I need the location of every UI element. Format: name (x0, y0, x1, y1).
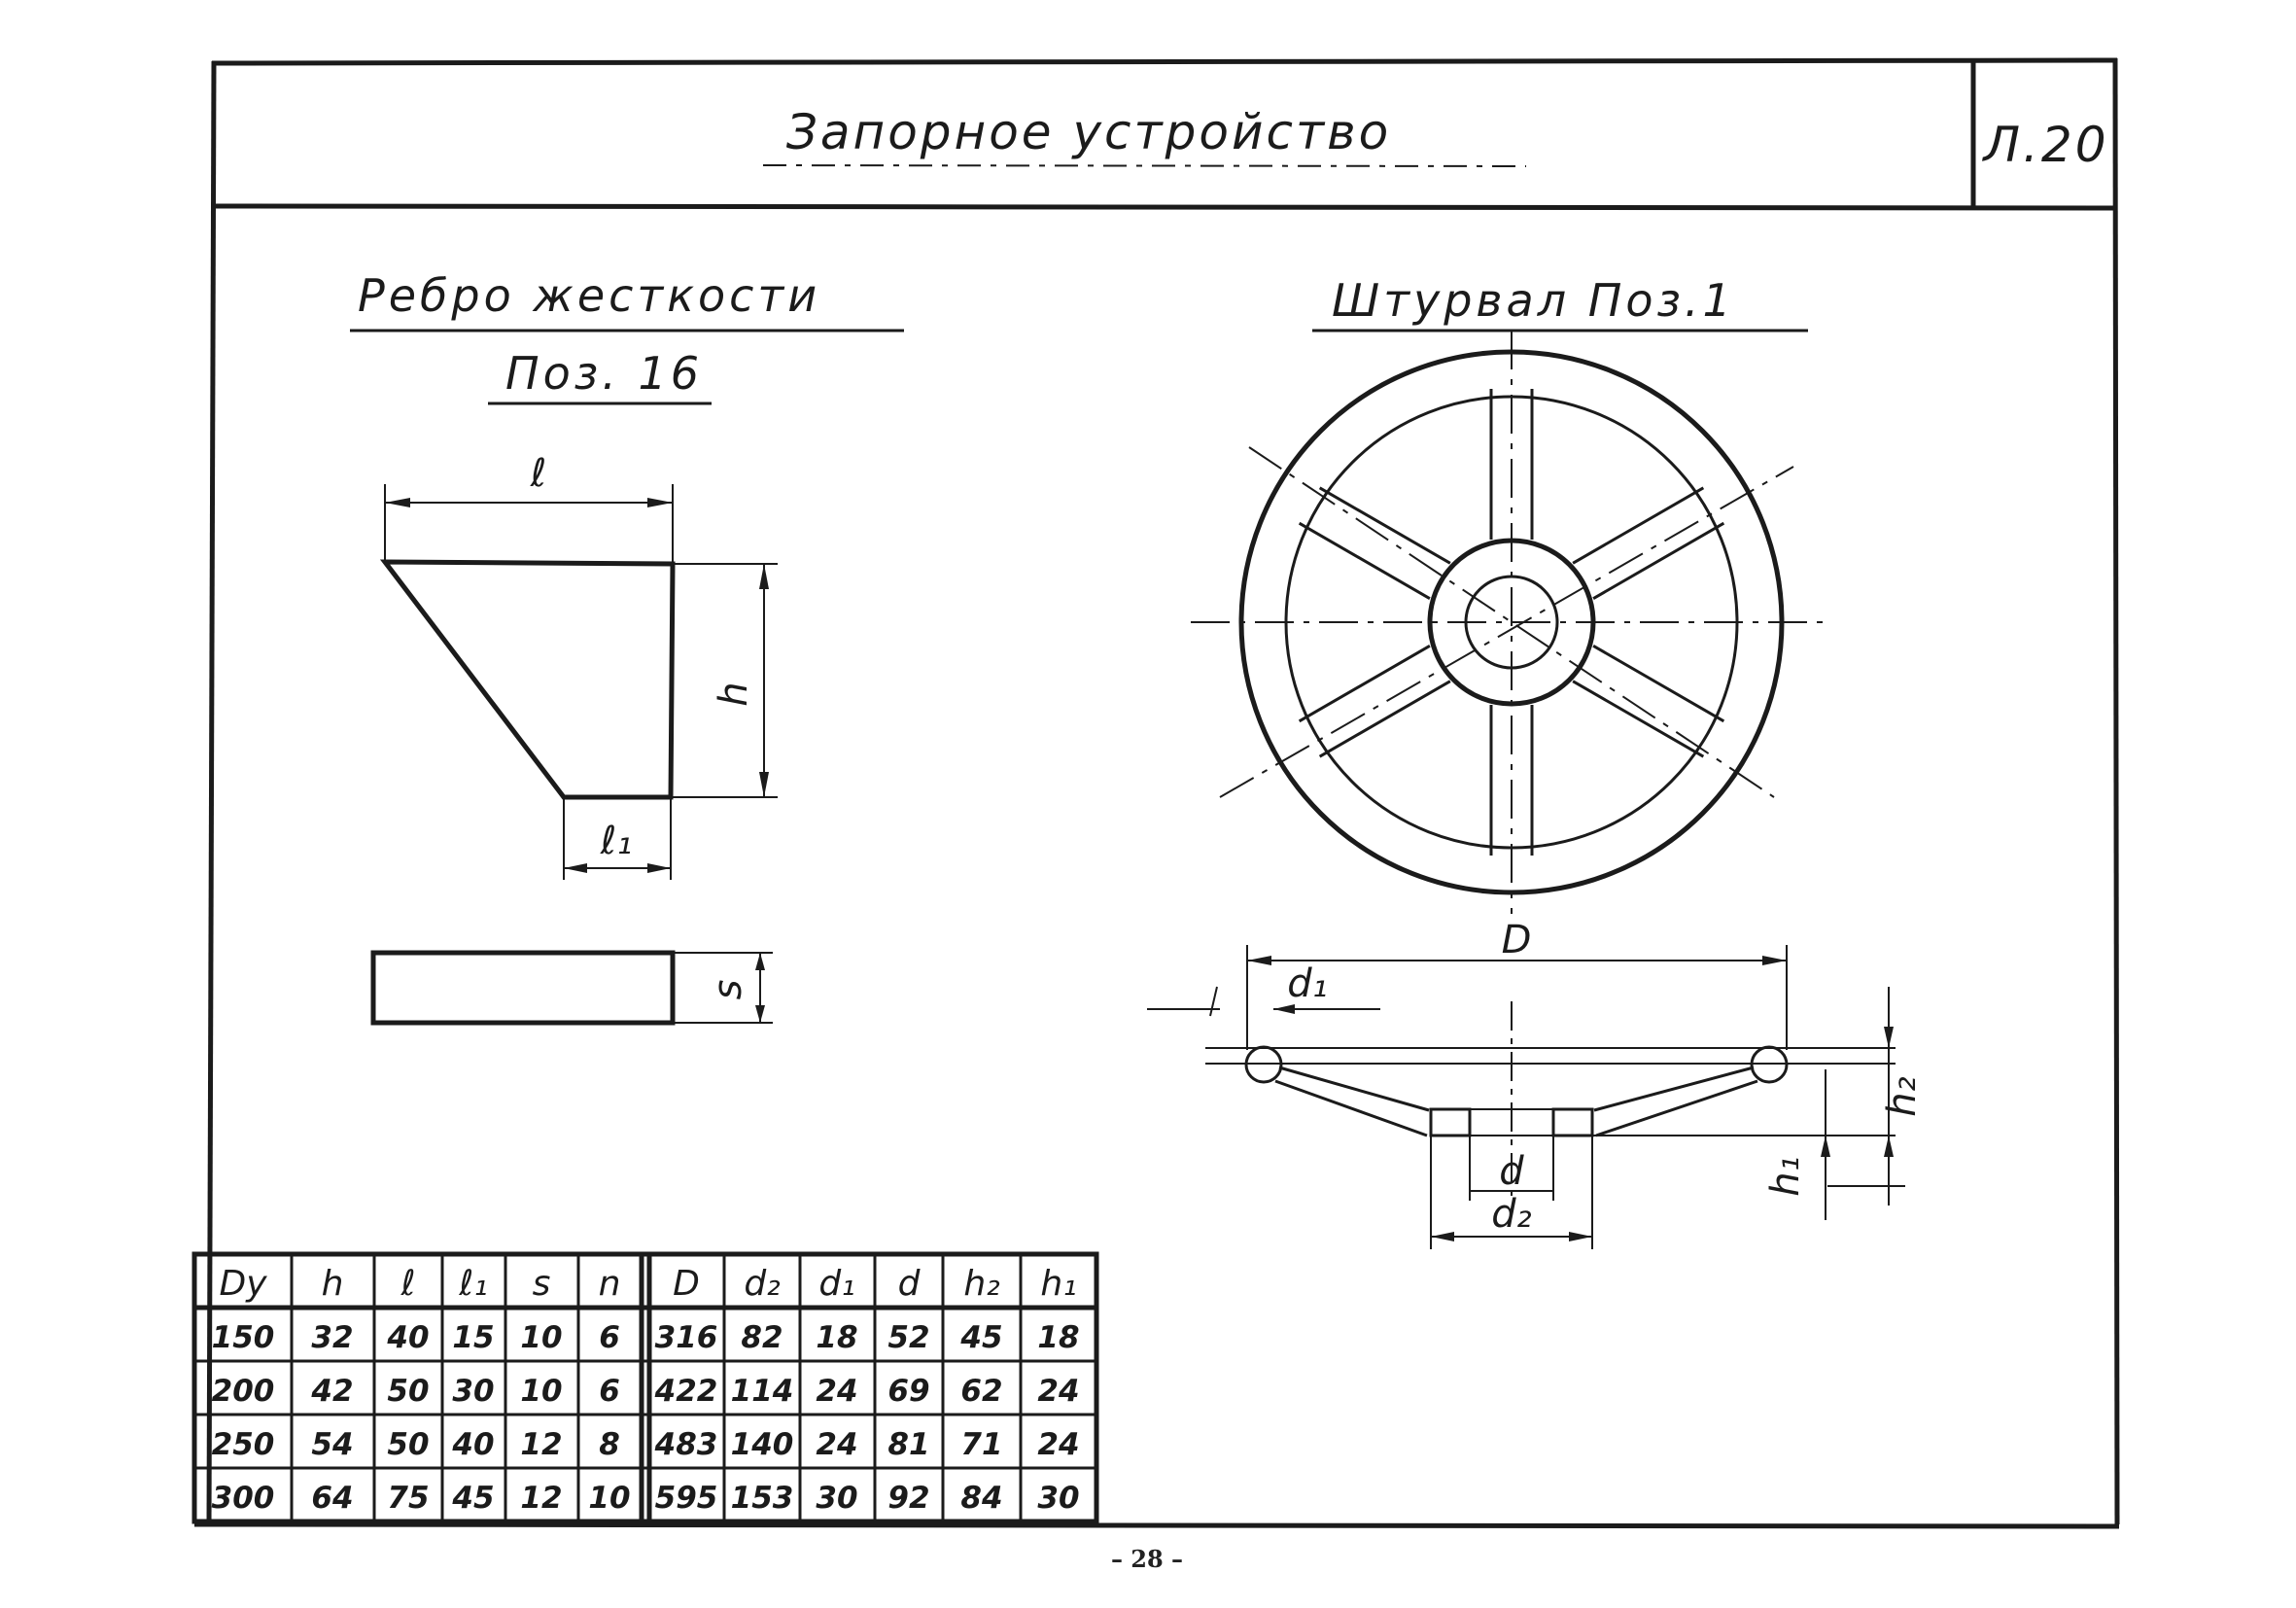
table-cell: 40 (387, 1320, 430, 1355)
table-header-cell: s (532, 1264, 551, 1304)
wheel-dim-d: d (1499, 1149, 1524, 1194)
table-cell: 32 (311, 1320, 354, 1355)
table-cell: 300 (211, 1481, 275, 1516)
rib-view (350, 269, 904, 1023)
table-cell: 12 (520, 1481, 563, 1516)
table-cell: 52 (887, 1320, 930, 1355)
table-cell: 8 (599, 1427, 620, 1462)
table-cell: 18 (816, 1320, 858, 1355)
table-cell: 483 (654, 1427, 718, 1462)
table-cells (212, 1264, 1080, 1516)
table-cell: 24 (816, 1374, 858, 1409)
table-cell: 6 (599, 1320, 620, 1355)
table-cell: 45 (960, 1320, 1003, 1355)
rib-dim-l1: ℓ₁ (600, 819, 633, 863)
table-cell: 50 (387, 1427, 430, 1462)
sheet-number: Л.20 (1983, 117, 2109, 173)
table-cell: 82 (741, 1320, 783, 1355)
wheel-dim-d1: d₁ (1287, 961, 1328, 1006)
table-header-cell: d (897, 1264, 921, 1304)
table-cell: 64 (311, 1481, 354, 1516)
table-cell: 10 (520, 1374, 563, 1409)
table-cell: 24 (1037, 1374, 1080, 1409)
wheel-dim-h2: h₂ (1880, 1076, 1925, 1117)
table-cell: 15 (452, 1320, 495, 1355)
table-cell: 12 (520, 1427, 563, 1462)
rib-title: Ребро жесткости (358, 269, 821, 322)
table-cell: 50 (387, 1374, 430, 1409)
table-cell: 24 (1037, 1427, 1080, 1462)
table-header-cell: h (321, 1264, 344, 1304)
table-cell: 200 (211, 1374, 275, 1409)
table-cell: 54 (311, 1427, 354, 1462)
table-cell: 24 (816, 1427, 858, 1462)
wheel-dim-d2: d₂ (1491, 1192, 1532, 1237)
table-header-cell: Dy (219, 1264, 267, 1304)
table-cell: 6 (599, 1374, 620, 1409)
rib-position: Поз. 16 (505, 347, 703, 400)
table-cell: 81 (887, 1427, 930, 1462)
table-cell: 250 (211, 1427, 275, 1462)
table-cell: 42 (311, 1374, 354, 1409)
page-number: – 28 – (1110, 1545, 1184, 1573)
table-cell: 150 (211, 1320, 275, 1355)
table-cell: 114 (730, 1374, 794, 1409)
table-header-cell: ℓ (400, 1264, 416, 1304)
rib-dim-h: h (712, 682, 756, 707)
rib-dim-s: s (706, 979, 750, 1000)
table-cell: 153 (730, 1481, 794, 1516)
table-cell: 84 (960, 1481, 1003, 1516)
rib-plan-outline (373, 953, 673, 1023)
table-cell: 140 (730, 1427, 794, 1462)
table-header-cell: ℓ₁ (459, 1264, 488, 1304)
hub-section-right (1553, 1109, 1592, 1136)
wheel-title: Штурвал Поз.1 (1332, 274, 1735, 327)
table-cell: 92 (887, 1481, 930, 1516)
rib-dim-l: ℓ (530, 451, 547, 496)
table-cell: 30 (816, 1481, 858, 1516)
handwheel-view (1147, 274, 1925, 1249)
wheel-dim-h1: h₁ (1763, 1156, 1808, 1197)
table-header-cell: h₂ (963, 1264, 1000, 1304)
table-header-cell: n (598, 1264, 621, 1304)
table-cell: 10 (520, 1320, 563, 1355)
table-header-cell: d₂ (744, 1264, 781, 1304)
table-header-cell: D (673, 1264, 700, 1304)
wheel-dim-D: D (1501, 918, 1532, 962)
table-header-cell: d₁ (818, 1264, 855, 1304)
table-cell: 18 (1037, 1320, 1080, 1355)
table-cell: 10 (588, 1481, 631, 1516)
table-cell: 422 (654, 1374, 718, 1409)
table-cell: 69 (887, 1374, 930, 1409)
hub-section-left (1431, 1109, 1470, 1136)
table-cell: 595 (654, 1481, 718, 1516)
table-header-cell: h₁ (1040, 1264, 1077, 1304)
table-cell: 40 (452, 1427, 495, 1462)
table-cell: 30 (452, 1374, 495, 1409)
wheel-center-lines (1191, 331, 1832, 914)
table-cell: 30 (1037, 1481, 1080, 1516)
rib-side-outline (385, 562, 673, 797)
drawing-title: Запорное устройство (785, 104, 1392, 160)
table-cell: 75 (387, 1481, 430, 1516)
table-cell: 62 (960, 1374, 1003, 1409)
table-cell: 45 (452, 1481, 495, 1516)
table-cell: 316 (654, 1320, 718, 1355)
table-cell: 71 (960, 1427, 1003, 1462)
